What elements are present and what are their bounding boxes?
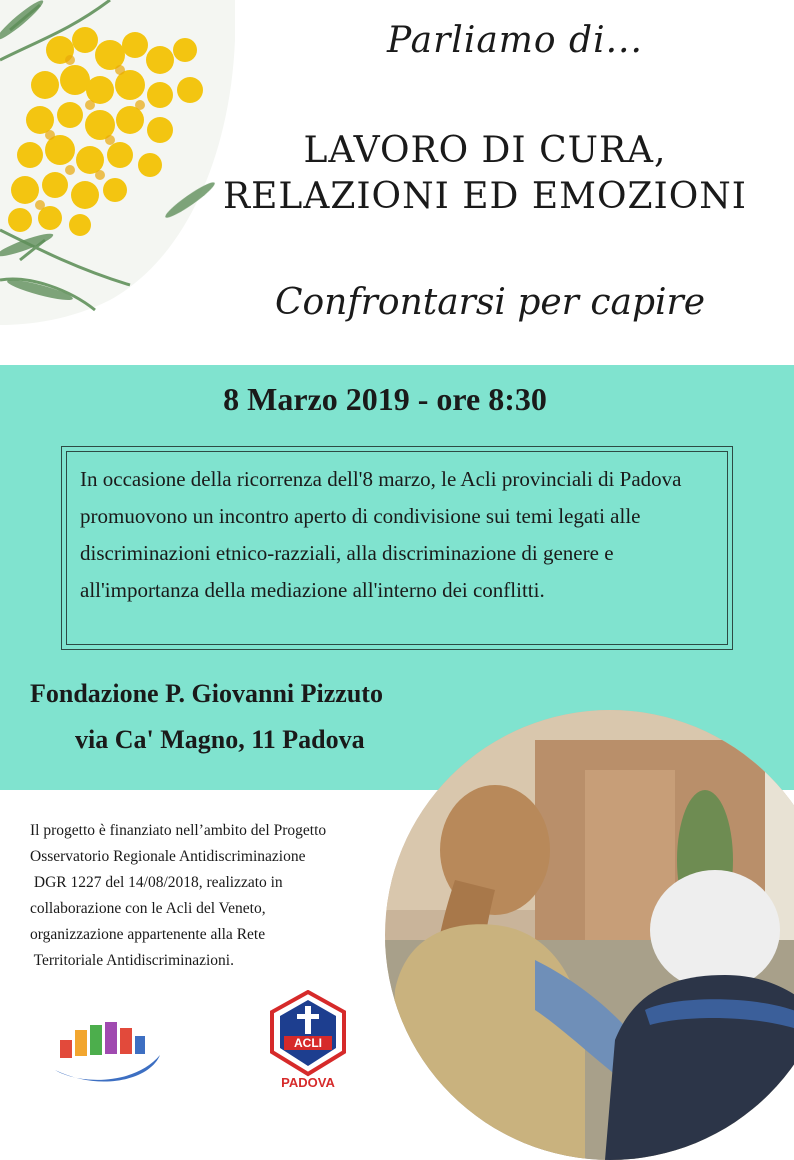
header-intro: Parliamo di... bbox=[387, 20, 643, 61]
venue-name: Fondazione P. Giovanni Pizzuto bbox=[30, 679, 383, 708]
title-line-1: LAVORO DI CURA, bbox=[303, 130, 667, 171]
page-title bbox=[190, 128, 780, 220]
venue-address: via Ca' Magno, 11 Padova bbox=[75, 725, 365, 754]
acli-city-label: PADOVA bbox=[281, 1075, 335, 1090]
event-description: In occasione della ricorrenza dell'8 marzo, le Acli provinciali di Padova promuovono un incontro aperto di condivisione sui temi legati alle discriminazioni etnico-razziali, alla discriminazione di genere e all'importanza della mediazione all'interno dei conflitti. bbox=[80, 467, 682, 602]
acli-logo-text: ACLI bbox=[294, 1036, 322, 1050]
fondazione-logo bbox=[40, 1000, 170, 1090]
event-description-box bbox=[61, 446, 733, 650]
page-subtitle: Confrontarsi per capire bbox=[274, 282, 706, 323]
funding-text: Il progetto è finanziato nell’ambito del Progetto Osservatorio Regionale Antidiscriminazione DGR 1227 del 14/08/2018, realizzato in collaborazione con le Acli del Veneto, organizzazione appartenente alla Rete Territoriale Antidiscriminazioni. bbox=[30, 822, 327, 969]
title-line-2: RELAZIONI ED EMOZIONI bbox=[223, 176, 747, 217]
event-date: 8 Marzo 2019 - ore 8:30 bbox=[223, 381, 547, 417]
